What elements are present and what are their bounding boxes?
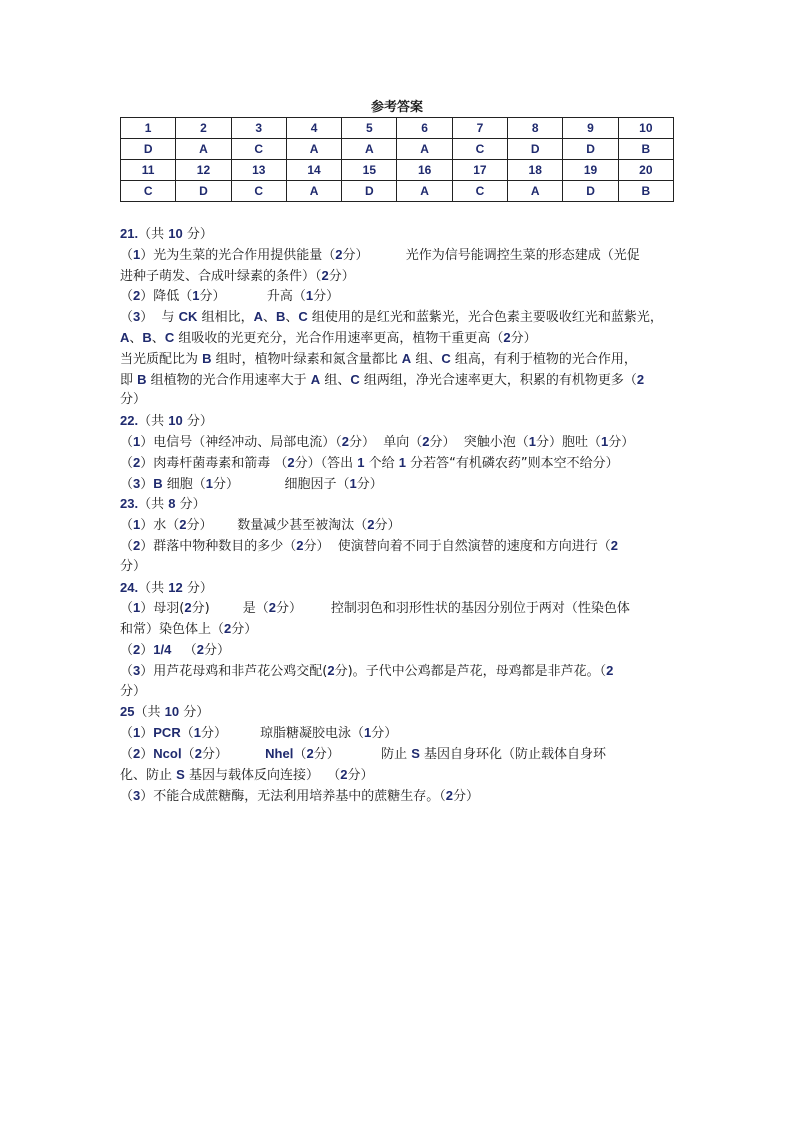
question-number-cell: 15 xyxy=(342,160,397,181)
answer-line: 25（共 10 分） xyxy=(120,704,210,721)
question-number-cell: 4 xyxy=(286,118,341,139)
question-number-cell: 8 xyxy=(508,118,563,139)
answer-line: 23.（共 8 分） xyxy=(120,496,206,513)
question-number-cell: 7 xyxy=(452,118,507,139)
answer-line: （2）1/4 （2分） xyxy=(120,641,230,658)
answer-explanations xyxy=(120,224,690,806)
question-number-cell: 14 xyxy=(286,160,341,181)
answer-line: 即 B 组植物的光合作用速率大于 A 组、C 组两组，净光合速率更大，积累的有机物更多（2 xyxy=(120,371,645,388)
answer-cell: D xyxy=(176,181,231,202)
answer-cell: D xyxy=(508,139,563,160)
question-number-cell: 2 xyxy=(176,118,231,139)
question-number-cell: 16 xyxy=(397,160,452,181)
answer-cell: D xyxy=(121,139,176,160)
answer-line: （1）电信号（神经冲动、局部电流）（2分） 单向（2分） 突触小泡（1分）胞吐（1分） xyxy=(120,433,635,450)
question-number-row xyxy=(121,160,674,181)
answer-line: （3）用芦花母鸡和非芦花公鸡交配(2分)。子代中公鸡都是芦花，母鸡都是非芦花。（2 xyxy=(120,662,614,679)
answer-line: 和常）染色体上（2分） xyxy=(120,621,258,638)
answer-cell: D xyxy=(342,181,397,202)
answer-cell: B xyxy=(618,139,673,160)
answer-cell: A xyxy=(397,139,452,160)
answer-line: 21.（共 10 分） xyxy=(120,226,213,242)
answer-line: （1）母羽(2分) 是（2分） 控制羽色和羽形性状的基因分别位于两对（性染色体 xyxy=(120,600,630,617)
answer-cell: D xyxy=(563,139,618,160)
question-number-cell: 1 xyxy=(121,118,176,139)
answer-line: （3） 与 CK 组相比，A、B、C 组使用的是红光和蓝紫光，光合色素主要吸收红光和蓝紫光， xyxy=(120,309,663,326)
answer-line: （1）光为生菜的光合作用提供能量（2分） 光作为信号能调控生菜的形态建成（光促 xyxy=(120,246,640,263)
answer-row xyxy=(121,181,674,202)
answer-line: （1）PCR（1分） 琼脂糖凝胶电泳（1分） xyxy=(120,725,398,742)
answer-line: 当光质配比为 B 组时，植物叶绿素和氮含量都比 A 组、C 组高，有利于植物的光合作用， xyxy=(120,350,637,367)
question-number-cell: 18 xyxy=(508,160,563,181)
answer-line: （2）肉毒杆菌毒素和箭毒 （2分）（答出 1 个给 1 分若答“有机磷农药”则本空不给分） xyxy=(120,454,619,471)
answer-line: 分） xyxy=(120,683,147,699)
answer-cell: A xyxy=(286,139,341,160)
question-number-cell: 19 xyxy=(563,160,618,181)
answer-cell: A xyxy=(397,181,452,202)
question-number-cell: 9 xyxy=(563,118,618,139)
answer-line: （3）不能合成蔗糖酶，无法利用培养基中的蔗糖生存。（2分） xyxy=(120,787,480,804)
question-number-row xyxy=(121,118,674,139)
answer-line: （2）降低（1分） 升高（1分） xyxy=(120,288,340,305)
answer-cell: A xyxy=(342,139,397,160)
answer-line: （2）群落中物种数目的多少（2分） 使演替向着不同于自然演替的速度和方向进行（2 xyxy=(120,537,618,554)
answer-cell: D xyxy=(563,181,618,202)
question-number-cell: 20 xyxy=(618,160,673,181)
answer-cell: C xyxy=(452,139,507,160)
answer-line: 进种子萌发、合成叶绿素的条件）（2分） xyxy=(120,267,355,284)
question-number-cell: 5 xyxy=(342,118,397,139)
answer-cell: C xyxy=(231,181,286,202)
answer-cell: A xyxy=(508,181,563,202)
answer-line: 分） xyxy=(120,558,147,574)
answer-line: 24.（共 12 分） xyxy=(120,579,213,596)
answer-cell: A xyxy=(176,139,231,160)
answer-line: 22.（共 10 分） xyxy=(120,413,213,430)
answer-line: A、B、C 组吸收的光更充分，光合作用速率更高，植物干重更高（2分） xyxy=(120,329,537,346)
answer-table xyxy=(120,117,674,202)
answer-line: （1）水（2分） 数量减少甚至被淘汰（2分） xyxy=(120,517,401,534)
question-number-cell: 17 xyxy=(452,160,507,181)
answer-cell: B xyxy=(618,181,673,202)
answer-line: 分） xyxy=(120,392,147,408)
answer-cell: A xyxy=(286,181,341,202)
answer-cell: C xyxy=(452,181,507,202)
question-number-cell: 11 xyxy=(121,160,176,181)
question-number-cell: 12 xyxy=(176,160,231,181)
page-title: 参考答案 xyxy=(370,100,423,115)
answer-line: （3）B 细胞（1分） 细胞因子（1分） xyxy=(120,475,383,492)
answer-line: （2）NcoⅠ（2分） NheⅠ（2分） 防止 S 基因自身环化（防止载体自身环 xyxy=(120,745,607,762)
answer-cell: C xyxy=(121,181,176,202)
answer-line: 化、防止 S 基因与载体反向连接） （2分） xyxy=(120,766,374,783)
answer-cell: C xyxy=(231,139,286,160)
answer-row xyxy=(121,139,674,160)
question-number-cell: 10 xyxy=(618,118,673,139)
question-number-cell: 6 xyxy=(397,118,452,139)
question-number-cell: 3 xyxy=(231,118,286,139)
question-number-cell: 13 xyxy=(231,160,286,181)
